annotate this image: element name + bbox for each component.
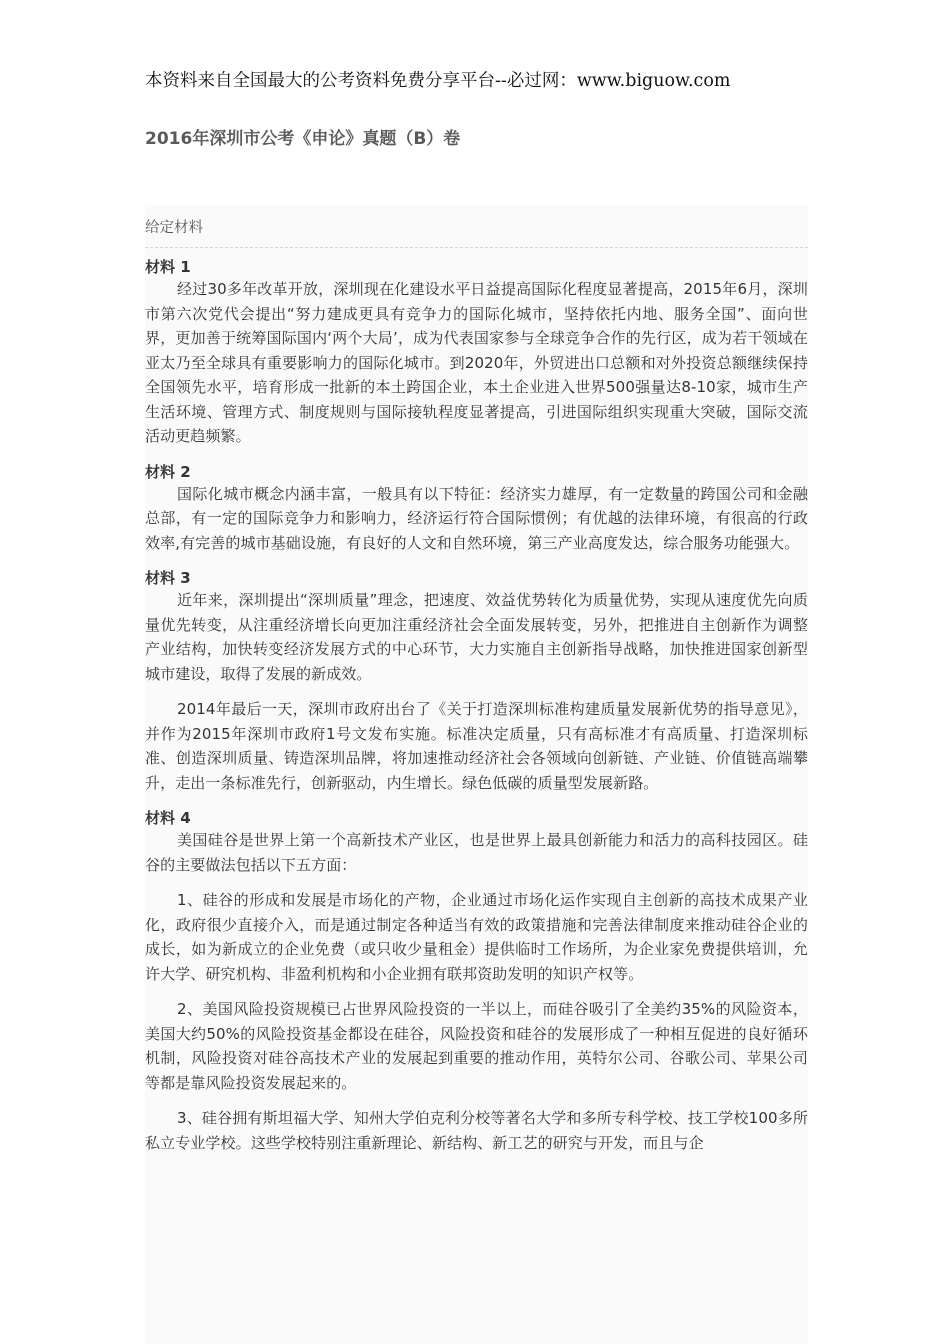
dashed-divider xyxy=(145,247,808,248)
material-4-paragraph-2: 1、硅谷的形成和发展是市场化的产物，企业通过市场化运作实现自主创新的高技术成果产业化，政府很少直接介入，而是通过制定各种适当有效的政策措施和完善法律制度来推动硅谷企业的成长，如为新成立的企业免费（或只收少量租金）提供临时工作场所，为企业家免费提供培训，允许大学、研究机构、非盈利机构和小企业拥有联邦资助发明的知识产权等。 xyxy=(145,891,808,983)
material-4-label: 材料 4 xyxy=(145,809,191,827)
material-4-paragraph-1: 美国硅谷是世界上第一个高新技术产业区，也是世界上最具创新能力和活力的高科技园区。硅谷的主要做法包括以下五方面： xyxy=(145,831,808,874)
material-3-label: 材料 3 xyxy=(145,569,191,587)
material-4-paragraph-4: 3、硅谷拥有斯坦福大学、知州大学伯克利分校等著名大学和多所专科学校、技工学校100多所私立专业学校。这些学校特别注重新理论、新结构、新工艺的研究与开发，而且与企 xyxy=(145,1109,808,1152)
materials-body xyxy=(145,257,808,1155)
material-2-label: 材料 2 xyxy=(145,462,191,481)
material-1-label: 材料 1 xyxy=(145,258,191,276)
material-1-paragraph-1: 经过30多年改革开放，深圳现在化建设水平日益提高国际化程度显著提高，2015年6月，深圳市第六次党代会提出“努力建成更具有竞争力的国际化城市，坚持依托内地、服务全国”、面向世界，更加善于统筹国际国内‘两个大局’，成为代表国家参与全球竞争合作的先行区，成为若干领域在亚太乃至全球具有重要影响力的国际化城市。到2020年，外贸进出口总额和对外投资总额继续保持全国领先水平，培育形成一批新的本土跨国企业，本土企业进入世界500强量达8-10家，城市生产生活环境、管理方式、制度规则与国际接轨程度显著提高，引进国际组织实现重大突破，国际交流活动更趋频繁。 xyxy=(145,280,808,445)
source-line: 本资料来自全国最大的公考资料免费分享平台--必过网：www.biguow.com xyxy=(145,71,731,91)
material-4-paragraph-3: 2、美国风险投资规模已占世界风险投资的一半以上，而硅谷吸引了全美约35%的风险资本，美国大约50%的风险投资基金都设在硅谷，风险投资和硅谷的发展形成了一种相互促进的良好循环机制，风险投资对硅谷高技术产业的发展起到重要的推动作用，英特尔公司、谷歌公司、苹果公司等都是靠风险投资发展起来的。 xyxy=(145,1000,808,1092)
material-3-paragraph-1: 近年来，深圳提出“深圳质量”理念，把速度、效益优势转化为质量优势，实现从速度优先向质量优先转变，从注重经济增长向更加注重经济社会全面发展转变，另外，把推进自主创新作为调整产业结构，加快转变经济发展方式的中心环节，大力实施自主创新指导战略，加快推进国家创新型城市建设，取得了发展的新成效。 xyxy=(145,591,808,683)
section-heading: 给定材料 xyxy=(145,220,203,236)
material-2-paragraph-1: 国际化城市概念内涵丰富，一般具有以下特征：经济实力雄厚，有一定数量的跨国公司和金融总部，有一定的国际竞争力和影响力，经济运行符合国际惯例；有优越的法律环境，有很高的行政效率,有完善的城市基础设施，有良好的人文和自然环境，第三产业高度发达，综合服务功能强大。 xyxy=(145,484,808,552)
page-title: 2016年深圳市公考《申论》真题（B）卷 xyxy=(145,129,461,149)
material-panel xyxy=(145,205,808,1344)
material-3-paragraph-2: 2014年最后一天，深圳市政府出台了《关于打造深圳标准构建质量发展新优势的指导意见》，并作为2015年深圳市政府1号文发布实施。标准决定质量，只有高标准才有高质量、打造深圳标准、创造深圳质量、铸造深圳品牌，将加速推动经济社会各领域向创新链、产业链、价值链高端攀升，走出一条标准先行，创新驱动，内生增长。绿色低碳的质量型发展新路。 xyxy=(145,700,808,792)
